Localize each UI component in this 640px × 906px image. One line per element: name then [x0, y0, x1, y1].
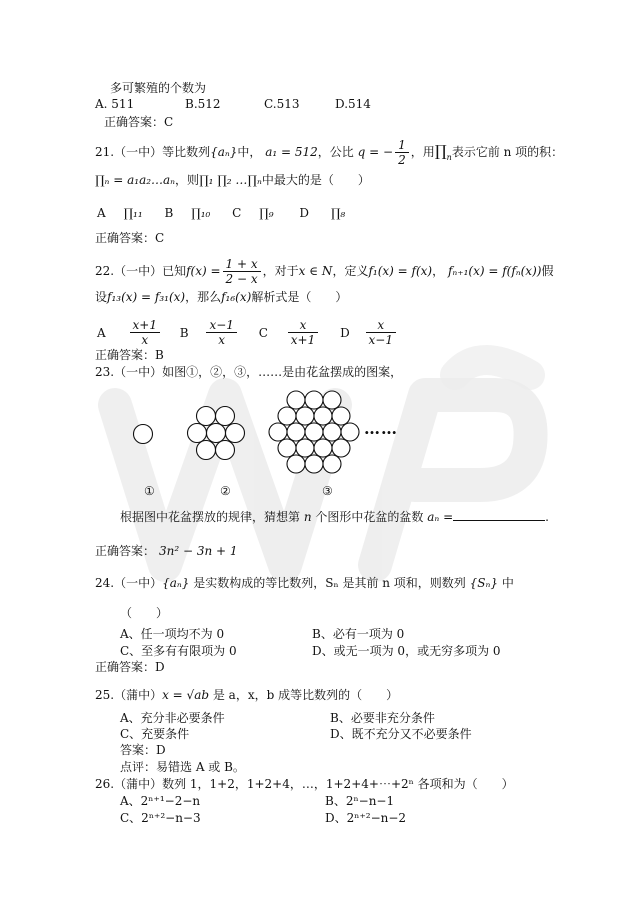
q22-opt-a: $\frac{x+1}{x}$ [130, 318, 160, 347]
pot-circle [296, 439, 314, 457]
q22-domain: x ∈ N [298, 264, 333, 278]
figure-label-3: ③ [322, 484, 333, 498]
answer-25: 答案：D [120, 743, 166, 757]
pot-circle [278, 407, 296, 425]
q21-text7: 中最大的是（ ） [261, 173, 370, 187]
pot-circle [314, 439, 332, 457]
q23-rule [120, 509, 549, 525]
q22-opt-b: $\frac{x-1}{x}$ [206, 318, 236, 347]
q22-text2: ，对于 [262, 264, 299, 278]
q23-period: . [545, 510, 549, 524]
q22-opt-d-label: D [340, 325, 350, 340]
option-a: A. 511 [95, 97, 135, 111]
pot-circle [341, 423, 359, 441]
q21-text6: ，则 [175, 173, 200, 187]
q21-text4: ，用 [410, 145, 435, 159]
q22-text5: 假 [541, 264, 554, 278]
q21-a1: a₁ = 512 [265, 145, 318, 159]
q21-product-seq: ∏₁ ∏₂ …∏ₙ [199, 173, 262, 187]
q22-fraction: $\frac{1 + x}{2 - x}$ [223, 257, 261, 286]
pot-circle [287, 391, 305, 409]
q22-text6: 设 [95, 290, 108, 304]
pot-circle [287, 455, 305, 473]
question-21 [95, 138, 563, 167]
pot-circle [305, 423, 323, 441]
figure-label-2: ② [220, 484, 231, 498]
q21-q: q = − [357, 145, 394, 159]
q22-text8: 解析式是（ ） [251, 290, 348, 304]
q26-opt-c: C、2ⁿ⁺²−n−3 [120, 811, 201, 825]
figure-2 [188, 407, 245, 460]
pot-circle [332, 407, 350, 425]
q25-expr: x = √ab [162, 688, 210, 702]
q24-opt-b: B、必有一项为 0 [312, 627, 405, 641]
ellipsis-dots: …… [364, 419, 398, 438]
answer-23-expr: 3n² − 3n + 1 [159, 544, 238, 558]
pot-circle [188, 424, 207, 443]
q26-opt-b: B、2ⁿ−n−1 [325, 794, 395, 808]
answer-21: 正确答案：C [95, 231, 165, 245]
q24-text2: 是实数构成的等比数列，Sₙ 是其前 n 项和，则数列 [193, 576, 466, 590]
q24-text3: 中 [501, 576, 514, 590]
q21-opt-d-label: D [299, 206, 309, 220]
pot-circle [269, 423, 287, 441]
q22-f13: f₁₃(x) = f₃₁(x) [107, 290, 186, 304]
pot-circle [197, 407, 216, 426]
q21-opt-a: ∏₁₁ [123, 206, 143, 220]
q21-seq: {aₙ} [210, 145, 238, 159]
q21-text3: ，公比 [317, 145, 354, 159]
question-25 [95, 687, 398, 703]
q24-opt-d: D、或无一项为 0，或无穷多项为 0 [312, 644, 501, 658]
question-22-line2 [95, 289, 347, 305]
answer-24: 正确答案：D [95, 660, 165, 674]
q22-text4: ， [432, 264, 445, 278]
q21-opt-c-label: C [232, 206, 242, 220]
answer-22: 正确答案：B [95, 348, 164, 362]
q25-opt-b: B、必要非充分条件 [330, 711, 435, 725]
pot-circle [323, 423, 341, 441]
q25-text2: 是 a，x，b 成等比数列的（ ） [212, 688, 399, 702]
pot-circle [278, 439, 296, 457]
q22-opt-d: $\frac{x}{x-1}$ [366, 318, 396, 347]
pot-circle [332, 439, 350, 457]
q21-text: 21.（一中）等比数列 [95, 145, 211, 159]
intro-line: 多可繁殖的个数为 [110, 81, 207, 95]
option-d: D.514 [335, 97, 371, 111]
q23-text2: 个图形中花盆的盆数 [315, 510, 424, 524]
answer-23 [95, 543, 238, 559]
question-23: 23.（一中）如图①，②，③，……是由花盆摆成的图案， [95, 365, 403, 379]
q24-sn: {Sₙ} [469, 576, 498, 590]
q24-opt-a: A、任一项均不为 0 [120, 627, 225, 641]
q21-opt-b: ∏₁₀ [191, 206, 211, 220]
q26-opt-d: D、2ⁿ⁺²−n−2 [325, 811, 407, 825]
pot-circle [323, 391, 341, 409]
figure-label-1: ① [144, 484, 155, 498]
pot-circle [305, 391, 323, 409]
option-b: B.512 [185, 97, 221, 111]
q22-f1: f₁(x) = f(x) [368, 264, 433, 278]
q21-text2: 中， [237, 145, 262, 159]
q24-opt-c: C、至多有有限项为 0 [120, 644, 237, 658]
q24-text: 24.（一中） [95, 576, 163, 590]
q22-options [97, 318, 398, 347]
pot-circle [134, 425, 153, 444]
q24-paren: （ ） [120, 606, 169, 620]
q22-opt-a-label: A [97, 325, 106, 340]
pot-circle [287, 423, 305, 441]
pot-circle [216, 407, 235, 426]
answer-23-label: 正确答案： [95, 544, 156, 558]
answer-blank [453, 509, 545, 521]
pot-circle [323, 455, 341, 473]
q21-opt-b-label: B [164, 206, 174, 220]
q26-opt-a: A、2ⁿ⁺¹−2−n [120, 794, 201, 808]
q22-f16: f₁₆(x) [221, 290, 252, 304]
figure-3 [269, 391, 359, 473]
q22-fx: f(x) = [186, 264, 221, 278]
q22-text7: ，那么 [185, 290, 222, 304]
question-21-line2 [95, 172, 370, 188]
q22-fn: fₙ₊₁(x) = f(fₙ(x)) [447, 264, 542, 278]
pot-circle [207, 424, 226, 443]
question-26: 26.（蒲中）数列 1，1+2，1+2+4，…，1+2+4+⋯+2ⁿ 各项和为（ ） [95, 777, 514, 791]
q25-opt-a: A、充分非必要条件 [120, 711, 225, 725]
q21-options [97, 205, 345, 221]
q21-text5: 表示它前 n 项的积： [451, 145, 564, 159]
q21-opt-d: ∏₈ [330, 206, 346, 220]
answer-20: 正确答案：C [104, 115, 174, 129]
pot-circle [216, 441, 235, 460]
q21-fraction: $\frac{1}{2}$ [395, 138, 409, 167]
question-24 [95, 575, 514, 591]
pot-circle [296, 407, 314, 425]
q21-opt-c: ∏₉ [259, 206, 274, 220]
q21-pi-symbol: $\prod_n$ [434, 142, 452, 162]
q22-text: 22.（一中）已知 [95, 264, 187, 278]
question-22 [95, 257, 553, 286]
pot-circle [226, 424, 245, 443]
q24-seq: {aₙ} [162, 576, 190, 590]
q25-text: 25.（蒲中） [95, 688, 163, 702]
pot-circle [305, 455, 323, 473]
q21-opt-a-label: A [97, 206, 106, 220]
q22-opt-b-label: B [179, 325, 189, 340]
pot-circle [197, 441, 216, 460]
q21-product-def: ∏ₙ = a₁a₂…aₙ [95, 173, 176, 187]
pot-circle [314, 407, 332, 425]
option-c: C.513 [264, 97, 300, 111]
comment-25: 点评：易错选 A 或 B。 [120, 760, 245, 774]
q25-opt-c: C、充要条件 [120, 727, 190, 741]
q22-opt-c: $\frac{x}{x+1}$ [288, 318, 318, 347]
q22-text3: ，定义 [332, 264, 369, 278]
q23-text: 根据图中花盆摆放的规律，猜想第 [120, 510, 301, 524]
q23-an: aₙ = [427, 510, 454, 524]
q25-opt-d: D、既不充分又不必要条件 [330, 727, 472, 741]
q23-n: n [303, 510, 312, 524]
q22-opt-c-label: C [258, 325, 268, 340]
